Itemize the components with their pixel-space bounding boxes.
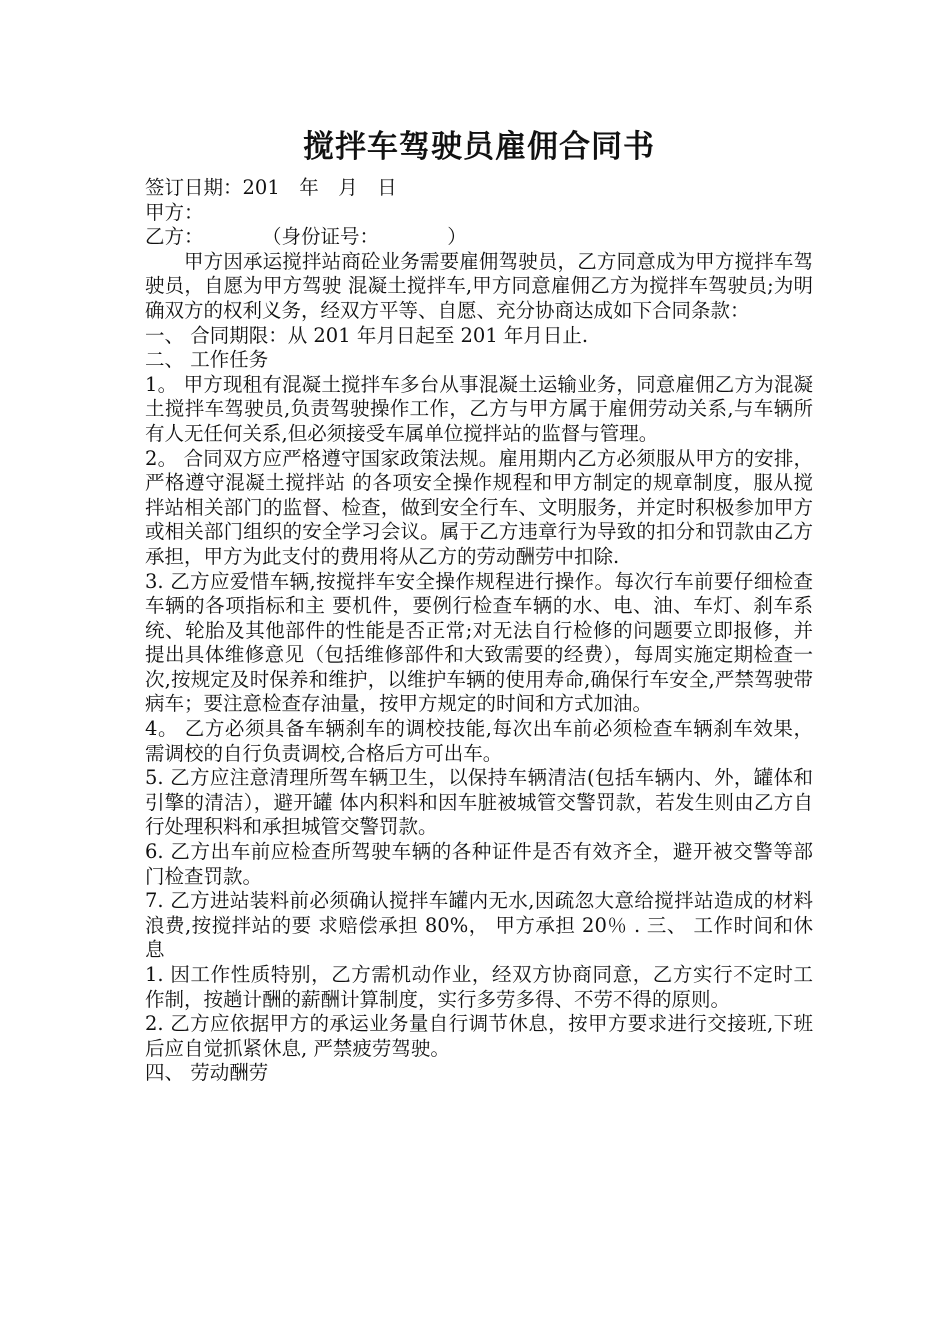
work-task-item: 5. 乙方应注意清理所驾车辆卫生，以保持车辆清洁(包括车辆内、外，罐体和引擎的清洁），避开罐 体内积料和因车脏被城管交警罚款，若发生则由乙方自行处理积料和承担城管交警罚款。 [145,766,813,839]
work-task-item: 2。 合同双方应严格遵守国家政策法规。雇用期内乙方必须服从甲方的安排，严格遵守混凝土搅拌站 的各项安全操作规程和甲方制定的规章制度，服从搅拌站相关部门的监督、检查，做到安全行车、文明服务，并定时积极参加甲方或相关部门组织的安全学习会议。属于乙方违章行为导致的扣分和罚款由乙方承担，甲方为此支付的费用将从乙方的劳动酬劳中扣除. [145,446,813,568]
party-a-line: 甲方： [145,200,204,224]
work-task-item: 4。 乙方必须具备车辆刹车的调校技能,每次出车前必须检查车辆刹车效果，需调校的自行负责调校,合格后方可出车。 [145,717,813,765]
section-remuneration-heading: 四、 劳动酬劳 [145,1061,269,1085]
work-task-item: 1。 甲方现租有混凝土搅拌车多台从事混凝土运输业务，同意雇佣乙方为混凝土搅拌车驾驶员,负责驾驶操作工作，乙方与甲方属于雇佣劳动关系,与车辆所有人无任何关系,但必须接受车属单位搅拌站的监督与管理。 [145,372,813,445]
document-page [145,126,813,1086]
work-time-item: 1. 因工作性质特别，乙方需机动作业，经双方协商同意，乙方实行不定时工作制，按趟计酬的薪酬计算制度，实行多劳多得、不劳不得的原则。 [145,963,813,1011]
party-b-line: 乙方： （身份证号： ） [145,225,467,249]
work-task-item: 6. 乙方出车前应检查所驾驶车辆的各种证件是否有效齐全，避开被交警等部门检查罚款。 [145,840,813,888]
signing-date: 签订日期：201 年 月 日 [145,176,397,199]
intro-paragraph: 甲方因承运搅拌站商砼业务需要雇佣驾驶员，乙方同意成为甲方搅拌车驾驶员，自愿为甲方驾驶 混凝土搅拌车,甲方同意雇佣乙方为搅拌车驾驶员;为明确双方的权利义务，经双方平等、自愿、充分协商达成如下合同条款： [145,249,813,322]
section-contract-term: 一、 合同期限：从 201 年月日起至 201 年月日止. [145,323,589,347]
document-title: 搅拌车驾驶员雇佣合同书 [303,129,655,165]
work-task-item: 3. 乙方应爱惜车辆,按搅拌车安全操作规程进行操作。每次行车前要仔细检查车辆的各项指标和主 要机件，要例行检查车辆的水、电、油、车灯、刹车系统、轮胎及其他部件的性能是否正常;对无法自行检修的问题要立即报修，并提出具体维修意见（包括维修部件和大致需要的经费），每周实施定期检查一次,按规定及时保养和维护，以维护车辆的使用寿命,确保行车安全,严禁驾驶带病车；要注意检查存油量，按甲方规定的时间和方式加油。 [145,569,813,716]
work-time-item: 2. 乙方应依据甲方的承运业务量自行调节休息，按甲方要求进行交接班,下班后应自觉抓紧休息, 严禁疲劳驾驶。 [145,1012,813,1060]
work-task-item: 7. 乙方进站装料前必须确认搅拌车罐内无水,因疏忽大意给搅拌站造成的材料浪费,按搅拌站的要 求赔偿承担 80%， 甲方承担 20％ . 三、 工作时间和休息 [145,889,813,962]
section-work-tasks-heading: 二、 工作任务 [145,348,269,372]
